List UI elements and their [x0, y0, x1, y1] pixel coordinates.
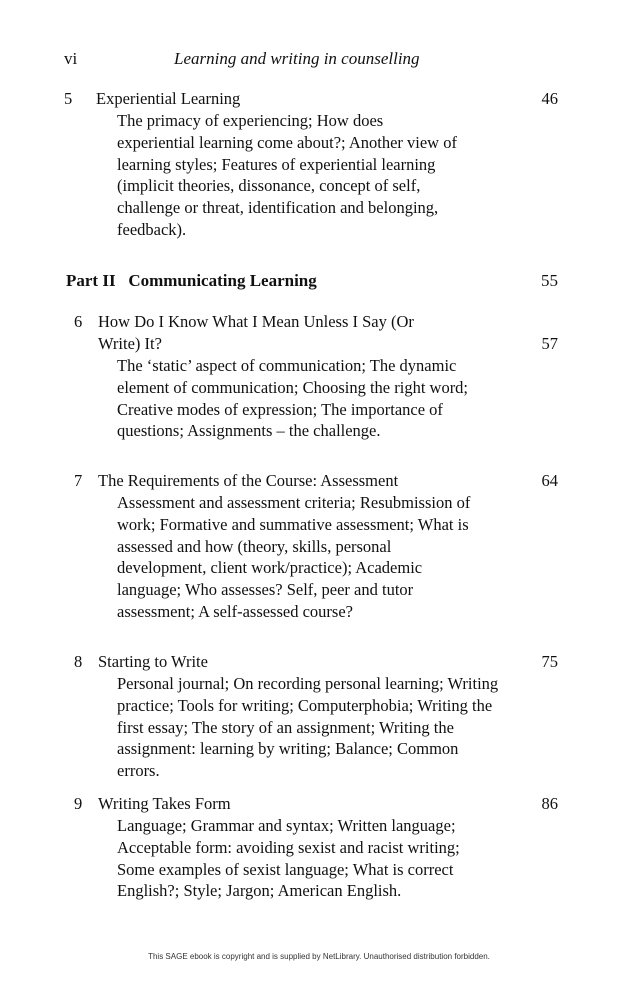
chapter-description: Language; Grammar and syntax; Written language; Acceptable form: avoiding sexist and racist writing; Some examples of sexist language; What is correct English?; Style; Jargon; American English. [117, 816, 460, 901]
chapter-description: Personal journal; On recording personal learning; Writing practice; Tools for writing; Computerphobia; Writing the first essay; The story of an assignment; Writing the assignment: learning by writing; Balance; Common errors. [117, 674, 499, 781]
chapter-page: 64 [541, 471, 558, 490]
chapter-page: 75 [541, 652, 558, 671]
toc-entry-chapter-6 [0, 311, 638, 442]
chapter-description: Assessment and assessment criteria; Resubmission of work; Formative and summative assessment; What is assessed and how (theory, skills, personal development, client work/practice); Academic language; Who assesses? Self, peer and tutor assessment; A self-assessed course? [117, 493, 471, 621]
chapter-page: 86 [541, 794, 558, 813]
chapter-number: 6 [74, 312, 83, 331]
chapter-title-line-2: Write) It? [98, 334, 162, 353]
part-page: 55 [541, 271, 558, 290]
chapter-title: The Requirements of the Course: Assessment [98, 471, 399, 490]
chapter-title: Experiential Learning [96, 89, 241, 108]
chapter-number: 5 [64, 89, 73, 108]
chapter-title: Starting to Write [98, 652, 208, 671]
chapter-title-line-1: How Do I Know What I Mean Unless I Say (Or [98, 312, 414, 331]
running-title: Learning and writing in counselling [174, 49, 420, 68]
chapter-page: 46 [541, 89, 558, 108]
chapter-title: Writing Takes Form [98, 794, 231, 813]
toc-entry-chapter-7 [0, 470, 638, 623]
header-page-number: vi [64, 49, 78, 68]
chapter-description: The ‘static’ aspect of communication; The dynamic element of communication; Choosing the right word; Creative modes of expression; The importance of questions; Assignments – the challenge. [117, 356, 469, 441]
chapter-number: 8 [74, 652, 83, 671]
copyright-notice: This SAGE ebook is copyright and is supplied by NetLibrary. Unauthorised distribution forbidden. [148, 952, 490, 961]
toc-entry-chapter-8 [0, 651, 638, 782]
toc-entry-chapter-9 [0, 793, 638, 902]
chapter-number: 7 [74, 471, 83, 490]
part-title: Part II Communicating Learning [66, 271, 317, 290]
toc-entry-chapter-5 [0, 88, 638, 241]
chapter-number: 9 [74, 794, 83, 813]
chapter-description: The primacy of experiencing; How does experiential learning come about?; Another view of learning styles; Features of experiential learning (implicit theories, dissonance, concept of self, challenge or threat, identification and belonging, feedback). [117, 111, 457, 239]
chapter-page: 57 [541, 334, 558, 353]
